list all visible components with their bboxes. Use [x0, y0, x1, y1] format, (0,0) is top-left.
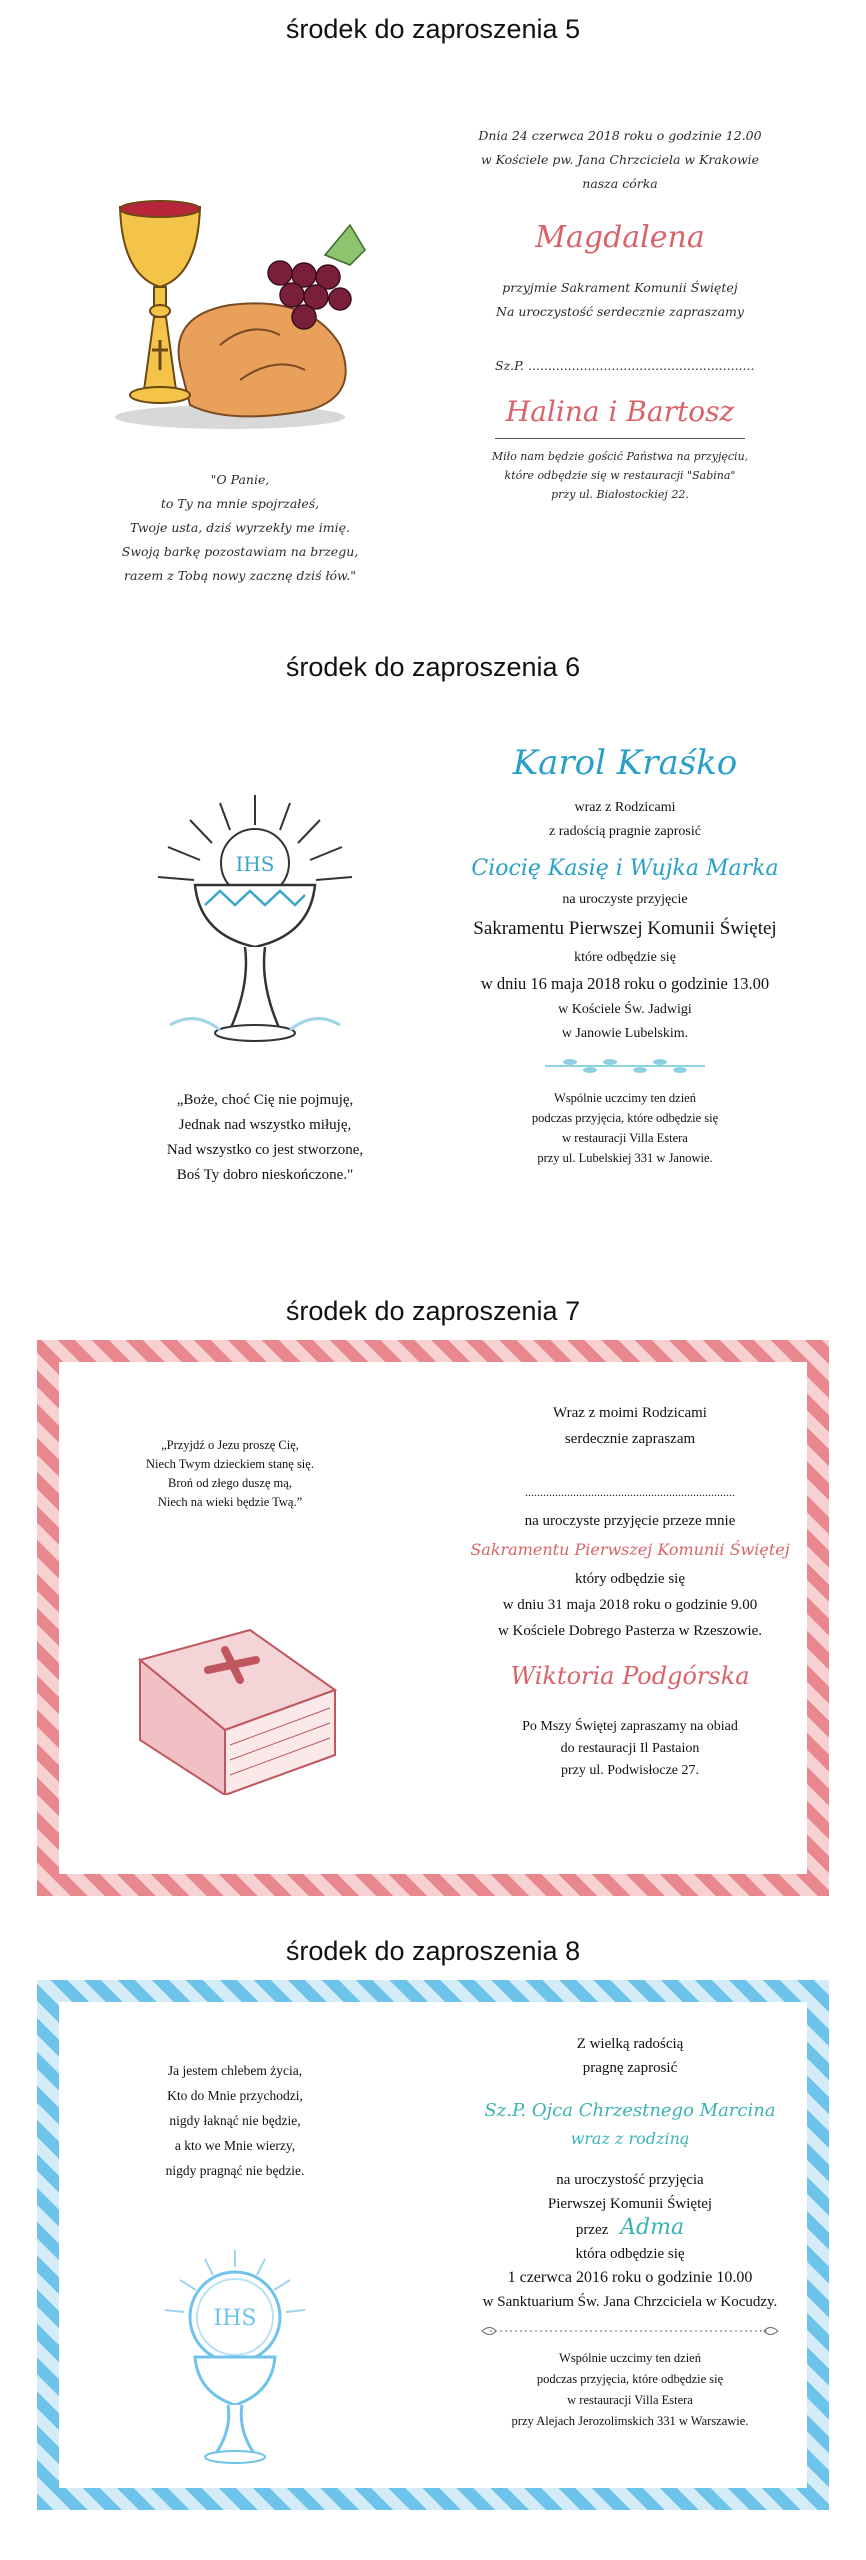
section-title-6: środek do zaproszenia 6: [285, 652, 581, 682]
church-line: w Sanktuarium Św. Jana Chrzciciela w Kocudzy.: [482, 2294, 778, 2310]
sacrament-line: Sakramentu Pierwszej Komunii Świętej: [470, 1540, 790, 1559]
reception-intro-line: na uroczyste przyjęcie: [562, 892, 688, 907]
svg-text:IHS: IHS: [235, 852, 275, 876]
reception-line: w restauracji Villa Estera: [562, 1131, 688, 1145]
guest-placeholder: Sz.P. .........................................................: [495, 358, 755, 373]
quote-line: Ja jestem chlebem życia,: [167, 2063, 303, 2078]
quote-line: Jednak nad wszystko miłuję,: [178, 1117, 352, 1133]
reception-line: przy Alejach Jerozolimskich 331 w Warszawie.: [511, 2414, 749, 2428]
quote-block-5: [110, 468, 370, 588]
quote-block-7: [120, 1436, 340, 1512]
quote-line: Niech na wieki będzie Twą.”: [157, 1495, 303, 1509]
reception-line: przy ul. Lubelskiej 331 w Janowie.: [537, 1151, 713, 1165]
reception-line: w restauracji Villa Estera: [567, 2393, 693, 2407]
reception-intro-line: na uroczyste przyjęcie przeze mnie: [524, 1513, 736, 1529]
laurel-divider: [540, 1056, 710, 1076]
event-line: która odbędzie się: [575, 2246, 685, 2262]
child-name: Magdalena: [535, 220, 705, 255]
reception-line: do restauracji Il Pastaion: [560, 1741, 700, 1756]
reception-line: przy ul. Podwisłocze 27.: [560, 1763, 700, 1778]
invitation-text-5: [455, 124, 785, 504]
section-title-8: środek do zaproszenia 8: [285, 1936, 581, 1966]
sacrament-line: Sakramentu Pierwszej Komunii Świętej: [473, 918, 777, 939]
quote-line: to Ty na mnie spojrzałeś,: [160, 496, 320, 511]
guest-placeholder: ......................................................................: [525, 1485, 735, 1499]
with-parents-line: Wraz z moimi Rodzicami: [553, 1405, 707, 1421]
town-line: w Janowie Lubelskim.: [561, 1026, 689, 1041]
invitation-text-7: [460, 1400, 800, 1782]
reception-line: Po Mszy Świętej zapraszamy na obiad: [522, 1719, 738, 1734]
quote-line: razem z Tobą nowy zacznę dziś łów.": [124, 568, 356, 583]
church-line: w Kościele Dobrego Pasterza w Rzeszowie.: [497, 1623, 763, 1639]
invite-line: pragnę zaprosić: [582, 2060, 678, 2076]
quote-line: nigdy pragnąć nie będzie.: [165, 2163, 305, 2178]
child-name: Karol Kraśko: [512, 743, 738, 783]
by-word: przez: [575, 2222, 609, 2238]
event-line: które odbędzie się: [574, 950, 676, 965]
section-title-5: środek do zaproszenia 5: [285, 14, 581, 44]
ihs-monogram: IHS: [213, 2306, 257, 2331]
invite-line: z radością pragnie zaprosić: [549, 824, 701, 839]
quote-line: Nad wszystko co jest stworzone,: [166, 1142, 364, 1158]
bible-illustration: [130, 1620, 345, 1795]
quote-line: Niech Twym dzieckiem stanę się.: [146, 1457, 314, 1471]
quote-block-8: [115, 2058, 355, 2183]
quote-line: Broń od złego duszę mą,: [168, 1476, 292, 1490]
quote-line: Swoją barkę pozostawiam na brzegu,: [121, 544, 359, 559]
daughter-line: nasza córka: [582, 176, 658, 191]
reception-line: podczas przyjęcia, które odbędzie się: [531, 1111, 719, 1125]
chalice-host-illustration: [150, 785, 360, 1055]
sacrament-line: przyjmie Sakrament Komunii Świętej: [502, 280, 738, 295]
guests-names: Sz.P. Ojca Chrzestnego Marcina: [484, 2100, 776, 2121]
quote-line: „Boże, choć Cię nie pojmuję,: [176, 1092, 354, 1108]
guests-names: Ciocię Kasię i Wujka Marka: [471, 856, 779, 881]
quote-line: Boś Ty dobro nieskończone.": [176, 1167, 354, 1183]
invitation-text-8: [450, 2032, 810, 2432]
date-line: w dniu 16 maja 2018 roku o godzinie 13.00: [480, 974, 770, 993]
parents-names: Halina i Bartosz: [505, 395, 735, 428]
reception-line: Wspólnie uczcimy ten dzień: [554, 1091, 696, 1105]
quote-line: nigdy łaknąć nie będzie,: [169, 2113, 301, 2128]
quote-line: „Przyjdź o Jezu proszę Cię,: [161, 1438, 299, 1452]
quote-block-6: [130, 1088, 400, 1188]
sacrament-line: Pierwszej Komunii Świętej: [547, 2196, 713, 2212]
divider: [495, 438, 745, 439]
section-title-7: środek do zaproszenia 7: [285, 1296, 581, 1326]
date-line: w dniu 31 maja 2018 roku o godzinie 9.00: [502, 1597, 758, 1613]
reception-line: które odbędzie się w restauracji "Sabina": [504, 469, 736, 482]
guests-family: wraz z rodziną: [570, 2129, 690, 2148]
church-line: w Kościele Św. Jadwigi: [558, 1002, 692, 1017]
reception-line: przy ul. Białostockiej 22.: [551, 488, 689, 501]
joy-line: Z wielką radością: [576, 2036, 684, 2052]
quote-line: "O Panie,: [210, 472, 270, 487]
child-name: Adma: [620, 2215, 685, 2240]
date-line: Dnia 24 czerwca 2018 roku o godzinie 12.00: [478, 128, 762, 143]
with-parents-line: wraz z Rodzicami: [574, 800, 676, 815]
chalice-bread-grapes-illustration: [110, 195, 370, 435]
quote-line: a kto we Mnie wierzy,: [174, 2138, 296, 2153]
invite-line: serdecznie zapraszam: [564, 1431, 696, 1447]
church-line: w Kościele pw. Jana Chrzciciela w Krakowie: [480, 152, 760, 167]
reception-line: Miło nam będzie gościć Państwa na przyjęciu,: [491, 450, 749, 463]
reception-intro-line: na uroczystość przyjęcia: [556, 2172, 704, 2188]
event-line: który odbędzie się: [575, 1571, 685, 1587]
reception-line: podczas przyjęcia, które odbędzie się: [536, 2372, 724, 2386]
date-line: 1 czerwca 2016 roku o godzinie 10.00: [507, 2269, 753, 2286]
quote-line: Kto do Mnie przychodzi,: [167, 2088, 303, 2103]
child-name: Wiktoria Podgórska: [510, 1662, 750, 1690]
quote-line: Twoje usta, dziś wyrzekły me imię.: [129, 520, 351, 535]
reception-line: Wspólnie uczcimy ten dzień: [559, 2351, 701, 2365]
ihs-chalice-illustration: [160, 2245, 310, 2470]
by-line: [450, 2216, 810, 2242]
invitation-text-6: [440, 738, 810, 1168]
ornament-divider: [480, 2324, 780, 2338]
invite-line: Na uroczystość serdecznie zapraszamy: [496, 304, 744, 319]
